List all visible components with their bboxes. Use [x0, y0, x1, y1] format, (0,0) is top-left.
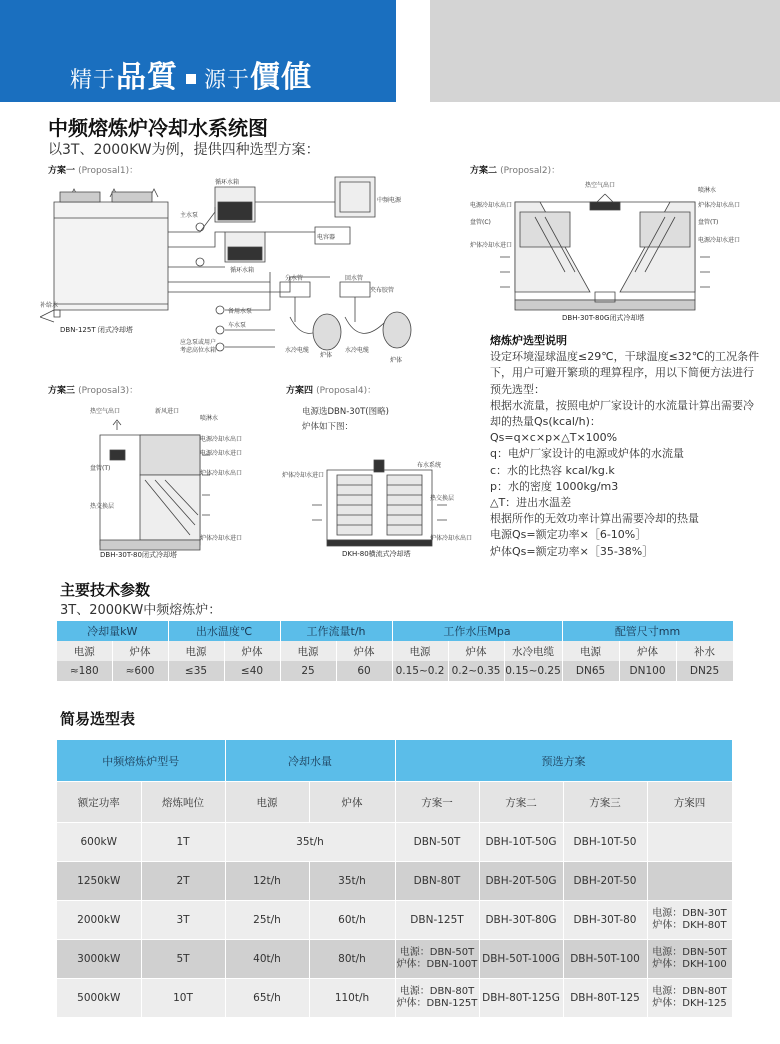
svg-text:布水系统: 布水系统	[417, 462, 442, 469]
select-sub-header: 额定功率	[57, 782, 141, 823]
selection-line: △T：进出水温差	[490, 496, 572, 510]
svg-text:回水管: 回水管	[345, 275, 364, 282]
cell-p2: DBH-50T-100G	[479, 940, 563, 979]
cell-power: 5000kW	[57, 979, 141, 1018]
cell-line: 炉体：DKH-100	[652, 959, 727, 970]
cell-p2: DBH-10T-50G	[479, 823, 563, 862]
svg-text:中频电源: 中频电源	[377, 197, 402, 204]
select-group-header: 中频熔炼炉型号	[57, 740, 225, 782]
selection-line: p：水的密度 1000kg/m3	[490, 479, 619, 493]
proposal4-label: 方案四 (Proposal4)：	[286, 386, 377, 396]
svg-text:DKH-80横流式冷却塔: DKH-80横流式冷却塔	[342, 550, 411, 558]
cell-line: 炉体：DKH-125	[652, 998, 727, 1009]
selection-line: 根据水流量，按照电炉厂家设计的水流量计算出需要冷	[490, 398, 754, 412]
select-group-header: 冷却水量	[225, 740, 395, 782]
tech-subheading: 3T、2000KW中频熔炼炉：	[60, 603, 222, 618]
cell-furn: 35t/h	[309, 862, 395, 901]
tech-sub-header: 炉体	[224, 641, 280, 661]
proposal2-diagram	[470, 172, 740, 322]
svg-text:DBH-30T-80G闭式冷却塔: DBH-30T-80G闭式冷却塔	[562, 314, 645, 322]
tech-value: DN100	[619, 661, 676, 681]
cell-furn: 110t/h	[309, 979, 395, 1018]
proposal4-line2: 炉体如下图：	[302, 422, 354, 432]
square-bullet-icon	[186, 74, 196, 84]
selection-line: q：电炉厂家设计的电源或炉体的水流量	[490, 447, 684, 461]
svg-text:盘管(T): 盘管(T)	[90, 465, 111, 472]
tech-value: 25	[280, 661, 336, 681]
table-row	[57, 901, 732, 940]
cell-flow: 35t/h	[225, 823, 395, 862]
tech-sub-header: 电源	[57, 641, 112, 661]
cell-p2: DBH-20T-50G	[479, 862, 563, 901]
cell-line: 炉体：DKH-80T	[652, 920, 727, 931]
tech-value: ≤40	[224, 661, 280, 681]
tech-sub-header: 炉体	[112, 641, 168, 661]
svg-text:补给水: 补给水	[40, 302, 59, 309]
table-row	[57, 979, 732, 1018]
svg-text:电容器: 电容器	[317, 234, 336, 241]
svg-text:盘管(T): 盘管(T)	[698, 219, 719, 226]
cell-line: 电源：DBN-80T	[399, 986, 475, 997]
selection-line: 根据所作的无效功率计算出需要冷却的热量	[490, 512, 699, 526]
cell-p2: DBH-80T-125G	[479, 979, 563, 1018]
tech-params-table	[57, 621, 734, 681]
cell-ton: 10T	[141, 979, 225, 1018]
cell-line: 电源：DBN-50T	[652, 947, 727, 958]
proposal2-label: 方案二 (Proposal2)：	[470, 166, 561, 176]
selection-line: 预先选型：	[490, 382, 545, 396]
svg-text:主水泵: 主水泵	[180, 212, 199, 219]
svg-text:炉体: 炉体	[390, 357, 403, 364]
tech-sub-header: 炉体	[336, 641, 392, 661]
tech-value: 60	[336, 661, 392, 681]
tech-value: 0.2~0.35	[448, 661, 504, 681]
selection-line: 电源Qs=额定功率×［6-10%］	[490, 528, 647, 542]
page-subtitle: 以3T、2000KW为例，提供四种选型方案：	[48, 142, 320, 158]
cell-p4	[647, 940, 732, 979]
svg-text:电源冷却水进口: 电源冷却水进口	[200, 450, 243, 457]
tech-group-header: 工作水压Mpa	[392, 621, 562, 641]
cell-power: 600kW	[57, 823, 141, 862]
tech-group-header: 冷却量kW	[57, 621, 168, 641]
select-group-header: 预选方案	[395, 740, 732, 782]
svg-text:备用水泵: 备用水泵	[228, 308, 253, 315]
selection-line: 下，用户可避开繁琐的理算程序，用以下简便方法进行	[490, 366, 754, 380]
tech-sub-header: 电源	[168, 641, 224, 661]
svg-text:考虑高位水箱: 考虑高位水箱	[180, 347, 217, 354]
select-sub-header: 方案二	[479, 782, 563, 823]
proposal3-diagram	[60, 395, 260, 560]
page-title: 中频熔炼炉冷却水系统图	[48, 116, 268, 140]
svg-text:炉体冷却水出口: 炉体冷却水出口	[430, 535, 472, 542]
cell-src: 40t/h	[225, 940, 309, 979]
table-row	[57, 823, 732, 862]
cell-p3: DBH-30T-80	[563, 901, 647, 940]
cell-src: 65t/h	[225, 979, 309, 1018]
cell-p3: DBH-10T-50	[563, 823, 647, 862]
tech-value: DN65	[562, 661, 619, 681]
tech-group-header: 工作流量t/h	[280, 621, 392, 641]
svg-text:热空气出口: 热空气出口	[90, 408, 121, 415]
selection-line: c：水的比热容 kcal/kg.k	[490, 463, 615, 477]
banner-gray-block	[430, 0, 780, 102]
cell-p1: DBN-125T	[395, 901, 479, 940]
cell-ton: 5T	[141, 940, 225, 979]
tech-value: ≤35	[168, 661, 224, 681]
tech-value: ≈600	[112, 661, 168, 681]
select-sub-header: 熔炼吨位	[141, 782, 225, 823]
cell-p4	[647, 901, 732, 940]
svg-text:喷淋水: 喷淋水	[200, 415, 219, 422]
cell-ton: 2T	[141, 862, 225, 901]
svg-text:DBH-30T-80闭式冷却塔: DBH-30T-80闭式冷却塔	[100, 551, 177, 559]
cell-p1: DBN-80T	[395, 862, 479, 901]
banner-slogan: 精于品質 源于價値	[70, 60, 313, 95]
select-sub-header: 方案三	[563, 782, 647, 823]
cell-power: 1250kW	[57, 862, 141, 901]
svg-text:盘管(C): 盘管(C)	[470, 219, 491, 226]
svg-text:炉体: 炉体	[320, 352, 333, 359]
tech-value: 0.15~0.25	[504, 661, 562, 681]
selection-line: 却的热量Qs(kcal/h)：	[490, 415, 601, 429]
select-sub-header: 方案一	[395, 782, 479, 823]
svg-text:分水管: 分水管	[285, 275, 304, 282]
select-sub-header: 方案四	[647, 782, 732, 823]
select-sub-header: 电源	[225, 782, 309, 823]
selection-formula: Qs=q×c×p×△T×100%	[490, 431, 618, 445]
proposal1-label: 方案一 (Proposal1)：	[48, 166, 139, 176]
cell-p3: DBH-50T-100	[563, 940, 647, 979]
cell-line: 电源：DBN-30T	[652, 908, 727, 919]
tech-heading: 主要技术参数	[60, 581, 151, 599]
proposal4-line1: 电源选DBN-30T(图略)	[302, 407, 389, 417]
selection-table	[57, 740, 733, 1018]
tech-sub-header: 炉体	[448, 641, 504, 661]
select-heading: 简易选型表	[60, 710, 136, 728]
cell-p1: DBN-50T	[395, 823, 479, 862]
svg-text:电源冷却水出口: 电源冷却水出口	[470, 202, 513, 209]
svg-text:炉体冷却水出口: 炉体冷却水出口	[200, 470, 243, 477]
proposal3-label: 方案三 (Proposal3)：	[48, 386, 139, 396]
cell-power: 2000kW	[57, 901, 141, 940]
svg-text:炉体冷却水进口: 炉体冷却水进口	[200, 535, 243, 542]
tech-sub-header: 水冷电缆	[504, 641, 562, 661]
tech-sub-header: 电源	[280, 641, 336, 661]
cell-p4	[647, 823, 732, 862]
svg-text:热交换层: 热交换层	[430, 495, 455, 502]
table-row	[57, 940, 732, 979]
svg-text:夹布胶管: 夹布胶管	[370, 287, 395, 294]
svg-text:循环水箱: 循环水箱	[230, 267, 255, 274]
svg-text:热交换层: 热交换层	[90, 503, 115, 510]
cell-p4	[647, 862, 732, 901]
tech-value: ≈180	[57, 661, 112, 681]
tech-sub-header: 电源	[562, 641, 619, 661]
tech-group-header: 出水温度℃	[168, 621, 280, 641]
cell-line: 电源：DBN-50T	[399, 947, 475, 958]
svg-text:应急泵或用户: 应急泵或用户	[180, 339, 217, 346]
cell-src: 25t/h	[225, 901, 309, 940]
svg-text:水冷电缆: 水冷电缆	[285, 347, 310, 354]
selection-line: 炉体Qs=额定功率×［35-38%］	[490, 544, 654, 558]
cell-power: 3000kW	[57, 940, 141, 979]
svg-text:热空气出口: 热空气出口	[585, 182, 616, 189]
svg-text:电源冷却水进口: 电源冷却水进口	[698, 237, 740, 244]
svg-text:喷淋水: 喷淋水	[698, 187, 717, 194]
cell-p1	[395, 940, 479, 979]
cell-src: 12t/h	[225, 862, 309, 901]
cell-p3: DBH-80T-125	[563, 979, 647, 1018]
tech-group-header: 配管尺寸mm	[562, 621, 733, 641]
proposal4-diagram	[282, 450, 472, 558]
svg-text:循环水箱: 循环水箱	[215, 179, 240, 186]
cell-line: 电源：DBN-80T	[652, 986, 727, 997]
svg-text:车水泵: 车水泵	[228, 322, 247, 329]
cell-ton: 1T	[141, 823, 225, 862]
cell-furn: 60t/h	[309, 901, 395, 940]
cell-p2: DBH-30T-80G	[479, 901, 563, 940]
selection-line: 设定环境湿球温度≤29℃，干球温度≤32℃的工况条件	[490, 350, 760, 364]
svg-text:DBN-125T 闭式冷却塔: DBN-125T 闭式冷却塔	[60, 326, 133, 334]
tech-sub-header: 电源	[392, 641, 448, 661]
svg-text:新风进口: 新风进口	[155, 408, 180, 415]
selection-heading: 熔炼炉选型说明	[490, 334, 567, 347]
svg-text:电源冷却水出口: 电源冷却水出口	[200, 436, 243, 443]
svg-text:炉体冷却水进口: 炉体冷却水进口	[470, 242, 513, 249]
tech-sub-header: 补水	[676, 641, 733, 661]
tech-value: 0.15~0.2	[392, 661, 448, 681]
tech-sub-header: 炉体	[619, 641, 676, 661]
select-sub-header: 炉体	[309, 782, 395, 823]
cell-ton: 3T	[141, 901, 225, 940]
svg-text:水冷电缆: 水冷电缆	[345, 347, 370, 354]
cell-p1	[395, 979, 479, 1018]
svg-text:炉体冷却水进口: 炉体冷却水进口	[282, 472, 325, 479]
cell-furn: 80t/h	[309, 940, 395, 979]
cell-p3: DBH-20T-50	[563, 862, 647, 901]
selection-explanation	[490, 333, 759, 560]
cell-line: 炉体：DBN-100T	[396, 959, 478, 970]
cell-line: 炉体：DBN-125T	[396, 998, 478, 1009]
cell-p4	[647, 979, 732, 1018]
proposal1-diagram	[40, 172, 420, 372]
tech-value: DN25	[676, 661, 733, 681]
svg-text:炉体冷却水出口: 炉体冷却水出口	[698, 202, 740, 209]
table-row	[57, 862, 732, 901]
